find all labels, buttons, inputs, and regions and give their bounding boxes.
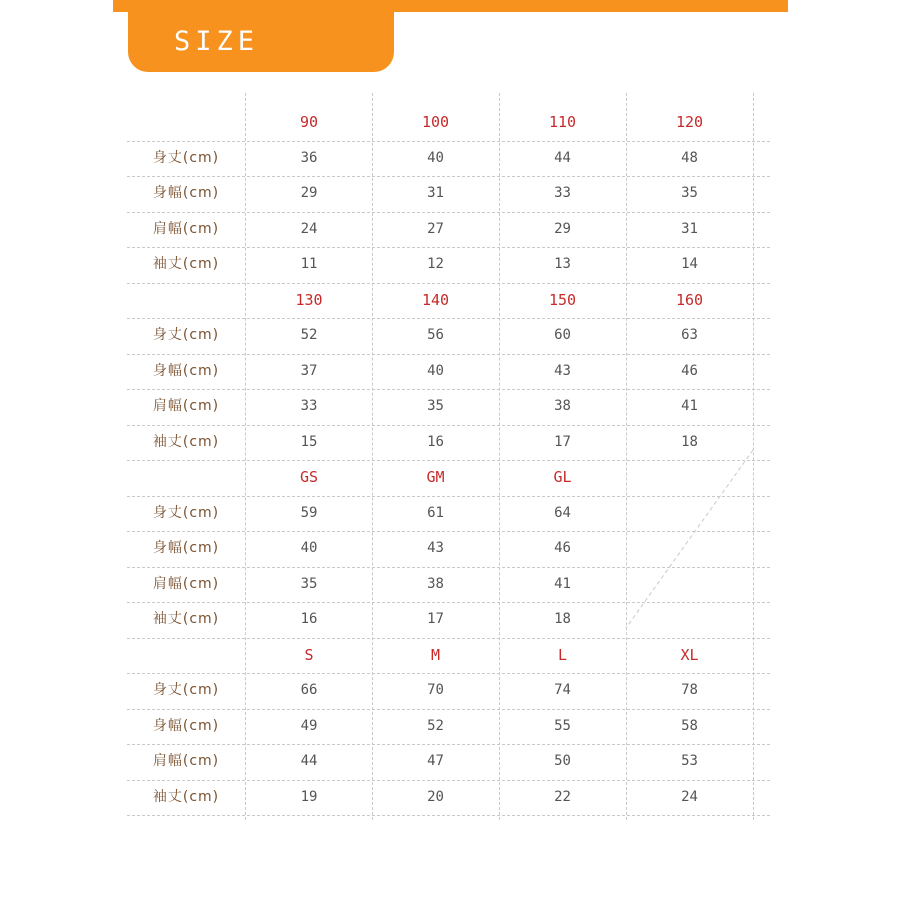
measurement-value: 55 xyxy=(554,717,571,734)
measurement-label: 身丈(cm) xyxy=(152,327,220,343)
measurement-value xyxy=(626,496,753,531)
table-row xyxy=(127,780,770,815)
measurement-value: 59 xyxy=(300,504,318,521)
table-row xyxy=(127,567,770,602)
measurement-label: 身丈(cm) xyxy=(152,149,220,166)
measurement-value: 33 xyxy=(554,185,571,201)
table-row xyxy=(127,531,770,566)
measurement-value: 63 xyxy=(681,327,698,343)
measurement-value: 35 xyxy=(427,398,444,414)
size-header-cell: 140 xyxy=(421,290,450,309)
measurement-value: 14 xyxy=(681,256,698,272)
measurement-value: 53 xyxy=(681,753,698,769)
measurement-value: 60 xyxy=(554,327,571,343)
measurement-value: 18 xyxy=(554,611,571,627)
size-header-cell: 100 xyxy=(421,113,450,131)
page-title: SIZE xyxy=(174,26,260,57)
measurement-value: 70 xyxy=(427,682,444,698)
measurement-value: 35 xyxy=(681,185,698,201)
table-row xyxy=(127,318,770,353)
measurement-value: 12 xyxy=(427,256,444,272)
size-header-cell: GL xyxy=(553,468,572,486)
table-row xyxy=(127,389,770,424)
size-header-cell: L xyxy=(557,645,568,664)
measurement-label: 肩幅(cm) xyxy=(152,753,220,769)
measurement-value: 41 xyxy=(554,575,571,592)
measurement-value: 56 xyxy=(427,327,444,343)
measurement-label: 袖丈(cm) xyxy=(152,788,220,805)
measurement-label: 袖丈(cm) xyxy=(152,256,220,272)
measurement-value: 58 xyxy=(681,717,698,734)
measurement-label: 肩幅(cm) xyxy=(152,575,220,592)
grid-hline xyxy=(127,815,770,816)
measurement-value: 46 xyxy=(681,362,698,379)
measurement-value xyxy=(626,531,753,566)
measurement-value: 43 xyxy=(427,540,444,556)
top-accent-bar xyxy=(113,0,788,12)
size-header-cell: 150 xyxy=(548,290,577,309)
measurement-label: 袖丈(cm) xyxy=(152,611,220,627)
measurement-value: 44 xyxy=(300,753,318,769)
size-header-cell: 160 xyxy=(675,290,704,309)
measurement-value: 29 xyxy=(300,185,318,201)
measurement-value: 16 xyxy=(300,611,318,627)
measurement-value: 31 xyxy=(427,185,444,201)
measurement-label: 身丈(cm) xyxy=(152,504,220,521)
measurement-value: 37 xyxy=(300,362,318,379)
measurement-value: 38 xyxy=(427,575,444,592)
measurement-label: 身幅(cm) xyxy=(152,540,220,556)
size-header-row xyxy=(127,105,770,140)
measurement-value: 74 xyxy=(554,682,571,698)
size-header-cell: GM xyxy=(426,468,445,486)
table-row xyxy=(127,673,770,708)
measurement-value: 17 xyxy=(554,433,571,450)
measurement-value: 15 xyxy=(300,433,318,450)
measurement-value: 24 xyxy=(300,220,318,237)
measurement-value: 24 xyxy=(681,788,698,805)
measurement-value: 27 xyxy=(427,220,444,237)
measurement-value: 22 xyxy=(554,788,571,805)
measurement-value: 16 xyxy=(427,433,444,450)
measurement-value: 33 xyxy=(300,398,318,414)
table-row xyxy=(127,602,770,637)
measurement-value: 44 xyxy=(554,149,571,166)
table-row xyxy=(127,496,770,531)
table-row xyxy=(127,247,770,282)
size-header-cell: GS xyxy=(299,468,319,486)
measurement-label: 袖丈(cm) xyxy=(152,433,220,450)
measurement-value xyxy=(626,567,753,602)
measurement-value: 41 xyxy=(681,398,698,414)
measurement-value: 40 xyxy=(427,362,444,379)
measurement-value: 29 xyxy=(554,220,571,237)
measurement-value: 40 xyxy=(427,149,444,166)
table-row xyxy=(127,141,770,176)
measurement-value: 31 xyxy=(681,220,698,237)
table-row xyxy=(127,212,770,247)
size-header-row xyxy=(127,638,770,673)
measurement-value: 18 xyxy=(681,433,698,450)
measurement-value xyxy=(626,602,753,637)
measurement-value: 52 xyxy=(300,327,318,343)
measurement-value: 64 xyxy=(554,504,571,521)
measurement-value: 17 xyxy=(427,611,444,627)
measurement-value: 46 xyxy=(554,540,571,556)
measurement-value: 50 xyxy=(554,753,571,769)
table-row xyxy=(127,176,770,211)
measurement-value: 36 xyxy=(300,149,318,166)
measurement-value: 19 xyxy=(300,788,318,805)
measurement-label: 身丈(cm) xyxy=(152,682,220,698)
size-header-row xyxy=(127,460,770,495)
size-header-cell: S xyxy=(304,645,314,664)
size-header-cell: 120 xyxy=(675,113,704,131)
measurement-value: 49 xyxy=(300,717,318,734)
measurement-value: 48 xyxy=(681,149,698,166)
measurement-value: 11 xyxy=(300,256,318,272)
measurement-value: 66 xyxy=(300,682,318,698)
measurement-value: 38 xyxy=(554,398,571,414)
size-header-cell: 110 xyxy=(548,113,577,131)
measurement-label: 身幅(cm) xyxy=(152,362,220,379)
measurement-label: 身幅(cm) xyxy=(152,717,220,734)
table-row xyxy=(127,425,770,460)
measurement-label: 肩幅(cm) xyxy=(152,220,220,237)
measurement-value: 35 xyxy=(300,575,318,592)
table-row xyxy=(127,354,770,389)
measurement-value: 52 xyxy=(427,717,444,734)
table-row xyxy=(127,744,770,779)
size-header-tab xyxy=(128,12,394,72)
size-header-cell: M xyxy=(430,645,441,664)
measurement-label: 肩幅(cm) xyxy=(152,398,220,414)
size-table xyxy=(127,93,770,820)
measurement-value: 43 xyxy=(554,362,571,379)
size-header-cell: 90 xyxy=(299,113,319,131)
measurement-label: 身幅(cm) xyxy=(152,185,220,201)
size-header-cell xyxy=(626,460,753,495)
size-header-cell: XL xyxy=(680,645,699,664)
table-row xyxy=(127,709,770,744)
measurement-value: 40 xyxy=(300,540,318,556)
measurement-value: 13 xyxy=(554,256,571,272)
measurement-value: 47 xyxy=(427,753,444,769)
measurement-value: 78 xyxy=(681,682,698,698)
measurement-value: 61 xyxy=(427,504,444,521)
measurement-value: 20 xyxy=(427,788,444,805)
size-header-cell: 130 xyxy=(295,290,323,309)
size-header-row xyxy=(127,283,770,318)
